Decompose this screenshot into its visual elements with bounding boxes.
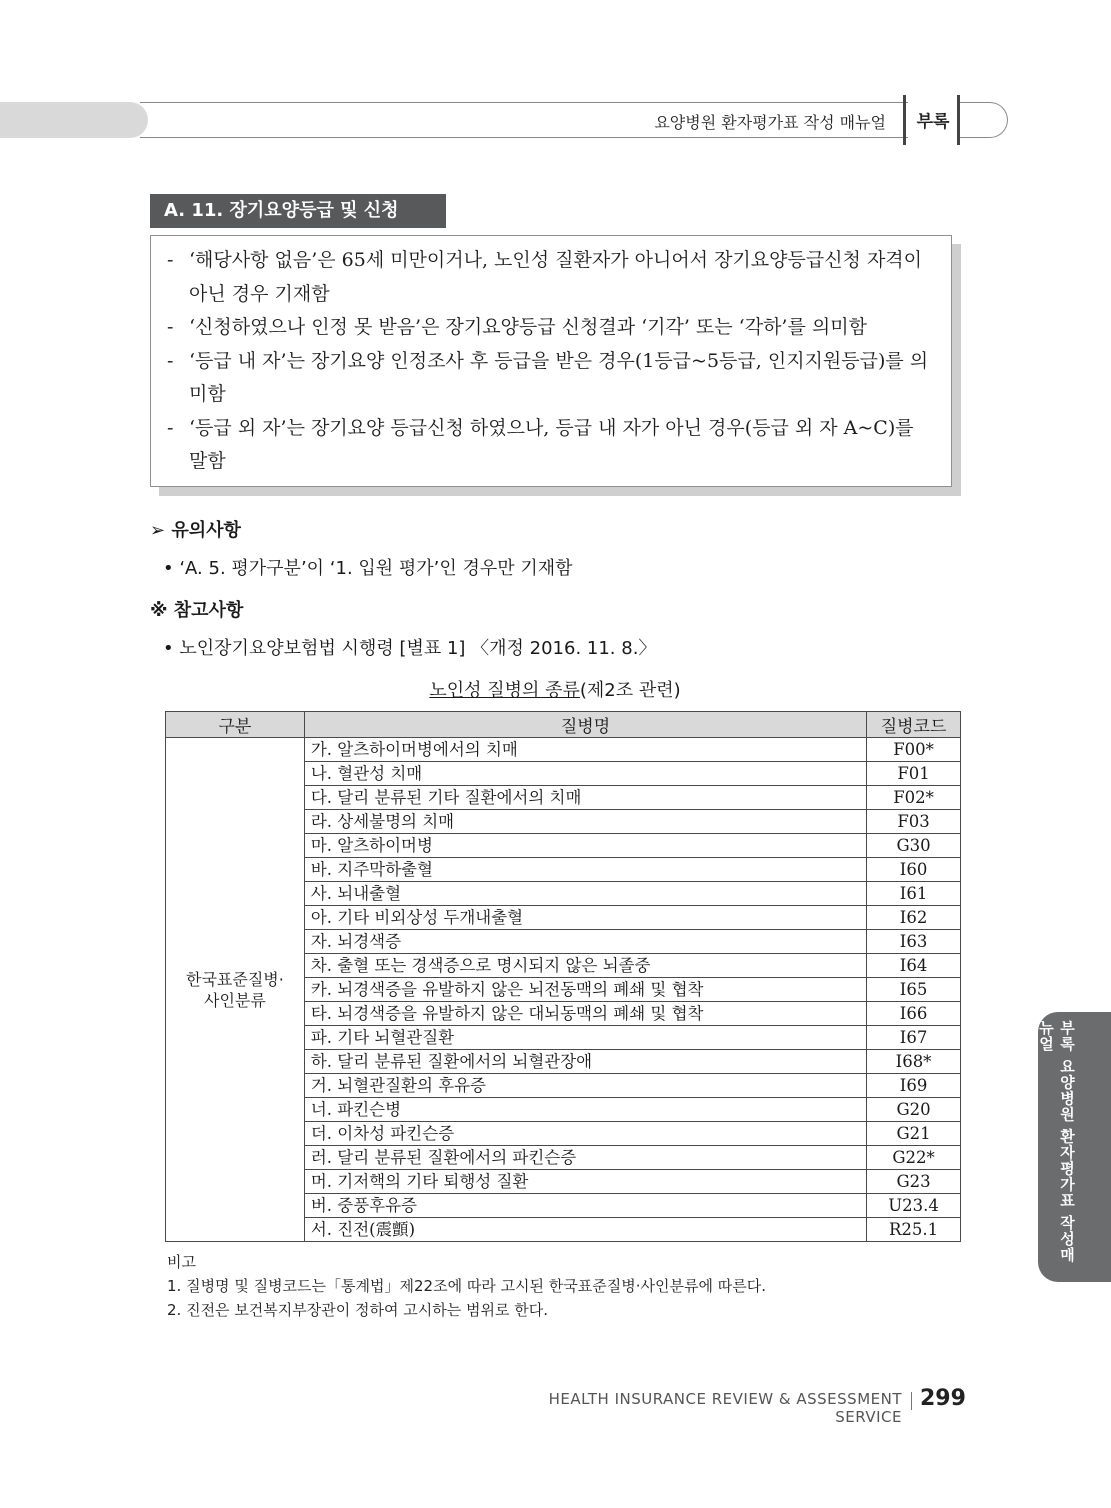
disease-name-cell: 자. 뇌경색증: [304, 930, 866, 954]
header-appendix-label: 부록: [916, 112, 950, 132]
list-item: - ‘해당사항 없음’은 65세 미만이거나, 노인성 질환자가 아니어서 장기요양등급신청 자격이 아닌 경우 기재함: [167, 249, 923, 305]
disease-name-cell: 바. 지주막하출혈: [304, 858, 866, 882]
disease-name-cell: 카. 뇌경색증을 유발하지 않은 뇌전동맥의 폐쇄 및 협착: [304, 978, 866, 1002]
disease-name-cell: 더. 이차성 파킨슨증: [304, 1122, 866, 1146]
disease-name-cell: 가. 알츠하이머병에서의 치매: [304, 738, 866, 762]
disease-name-cell: 나. 혈관성 치매: [304, 762, 866, 786]
disease-code-cell: F02*: [867, 786, 961, 810]
disease-name-cell: 다. 달리 분류된 기타 질환에서의 치매: [304, 786, 866, 810]
header-accent: [0, 102, 148, 138]
disease-code-cell: I61: [867, 882, 961, 906]
disease-code-cell: I65: [867, 978, 961, 1002]
disease-name-cell: 버. 중풍후유증: [304, 1194, 866, 1218]
table-header-row: [166, 712, 961, 738]
page-number: 299: [920, 1386, 966, 1411]
disease-name-cell: 마. 알츠하이머병: [304, 834, 866, 858]
footer-organization: HEALTH INSURANCE REVIEW & ASSESSMENT SERVICE: [548, 1390, 902, 1426]
remarks: [167, 1250, 766, 1322]
table-caption: [150, 676, 960, 702]
list-item-text: ‘등급 외 자’는 장기요양 등급신청 하였으나, 등급 내 자가 아닌 경우(등급 외 자 A~C)를 말함: [189, 416, 914, 472]
group-label: 한국표준질병· 사인분류: [186, 969, 284, 1010]
disease-name-cell: 라. 상세불명의 치매: [304, 810, 866, 834]
disease-code-cell: I66: [867, 1002, 961, 1026]
disease-name-cell: 거. 뇌혈관질환의 후유증: [304, 1074, 866, 1098]
header-end-cap: [960, 102, 1008, 138]
list-item-text: ‘등급 내 자’는 장기요양 인정조사 후 등급을 받은 경우(1등급~5등급, 인지지원등급)를 의미함: [189, 349, 929, 405]
disease-code-cell: G30: [867, 834, 961, 858]
disease-code-cell: I69: [867, 1074, 961, 1098]
disease-code-cell: U23.4: [867, 1194, 961, 1218]
list-item: - ‘신청하였으나 인정 못 받음’은 장기요양등급 신청결과 ‘기각’ 또는 ‘각하’를 의미함: [167, 316, 867, 338]
remarks-line: 1. 질병명 및 질병코드는「통계법」제22조에 따라 고시된 한국표준질병·사인분류에 따른다.: [167, 1277, 766, 1295]
disease-name-cell: 하. 달리 분류된 질환에서의 뇌혈관장애: [304, 1050, 866, 1074]
column-header: 구분: [166, 712, 305, 738]
disease-code-cell: F00*: [867, 738, 961, 762]
disease-code-cell: F03: [867, 810, 961, 834]
disease-name-cell: 아. 기타 비외상성 두개내출혈: [304, 906, 866, 930]
disease-code-cell: G23: [867, 1170, 961, 1194]
explanation-box: [150, 235, 952, 487]
remarks-line: 2. 진전은 보건복지부장관이 정하여 고시하는 범위로 한다.: [167, 1301, 548, 1319]
disease-name-cell: 차. 출혈 또는 경색증으로 명시되지 않은 뇌졸중: [304, 954, 866, 978]
disease-code-cell: I60: [867, 858, 961, 882]
group-label-cell: [166, 738, 305, 1242]
list-item-text: ‘신청하였으나 인정 못 받음’은 장기요양등급 신청결과 ‘기각’ 또는 ‘각하’를 의미함: [189, 316, 867, 338]
disease-name-cell: 머. 기저핵의 기타 퇴행성 질환: [304, 1170, 866, 1194]
disease-code-cell: I62: [867, 906, 961, 930]
header-divider: [903, 95, 906, 145]
section-heading: A. 11. 장기요양등급 및 신청: [150, 194, 446, 228]
disease-code-cell: I68*: [867, 1050, 961, 1074]
disease-code-cell: G21: [867, 1122, 961, 1146]
table-caption-note: (제2조 관련): [579, 680, 681, 701]
reference-bullet: • 노인장기요양보험법 시행령 [별표 1] 〈개정 2016. 11. 8.〉: [163, 638, 657, 659]
disease-table: [165, 711, 961, 1242]
table-body: [166, 738, 961, 1242]
disease-name-cell: 너. 파킨슨병: [304, 1098, 866, 1122]
footer-divider: [911, 1392, 912, 1410]
side-tab-label: 부록 요양병원 환자평가표 작성매뉴얼: [1037, 1020, 1076, 1263]
column-header: 질병코드: [867, 712, 961, 738]
disease-name-cell: 러. 달리 분류된 질환에서의 파킨슨증: [304, 1146, 866, 1170]
header-title: 요양병원 환자평가표 작성 매뉴얼: [654, 113, 886, 132]
disease-code-cell: F01: [867, 762, 961, 786]
reference-title: ※ 참고사항: [150, 600, 244, 621]
list-item-text: ‘해당사항 없음’은 65세 미만이거나, 노인성 질환자가 아니어서 장기요양등급신청 자격이 아닌 경우 기재함: [189, 249, 923, 305]
list-item: - ‘등급 내 자’는 장기요양 인정조사 후 등급을 받은 경우(1등급~5등급, 인지지원등급)를 의미함: [167, 349, 929, 405]
disease-name-cell: 서. 진전(震顫): [304, 1218, 866, 1242]
disease-name-cell: 타. 뇌경색증을 유발하지 않은 대뇌동맥의 폐쇄 및 협착: [304, 1002, 866, 1026]
list-item: - ‘등급 외 자’는 장기요양 등급신청 하였으나, 등급 내 자가 아닌 경우(등급 외 자 A~C)를 말함: [167, 416, 914, 472]
remarks-title: 비고: [167, 1253, 196, 1271]
disease-name-cell: 사. 뇌내출혈: [304, 882, 866, 906]
disease-code-cell: G22*: [867, 1146, 961, 1170]
disease-code-cell: I67: [867, 1026, 961, 1050]
column-header: 질병명: [304, 712, 866, 738]
disease-code-cell: G20: [867, 1098, 961, 1122]
disease-code-cell: R25.1: [867, 1218, 961, 1242]
notes-title: ➢ 유의사항: [150, 520, 241, 541]
table-row: [166, 738, 961, 762]
table-caption-title: 노인성 질병의 종류: [429, 680, 580, 701]
notes-bullet: • ‘A. 5. 평가구분’이 ‘1. 입원 평가’인 경우만 기재함: [163, 558, 573, 579]
disease-code-cell: I63: [867, 930, 961, 954]
disease-name-cell: 파. 기타 뇌혈관질환: [304, 1026, 866, 1050]
disease-code-cell: I64: [867, 954, 961, 978]
